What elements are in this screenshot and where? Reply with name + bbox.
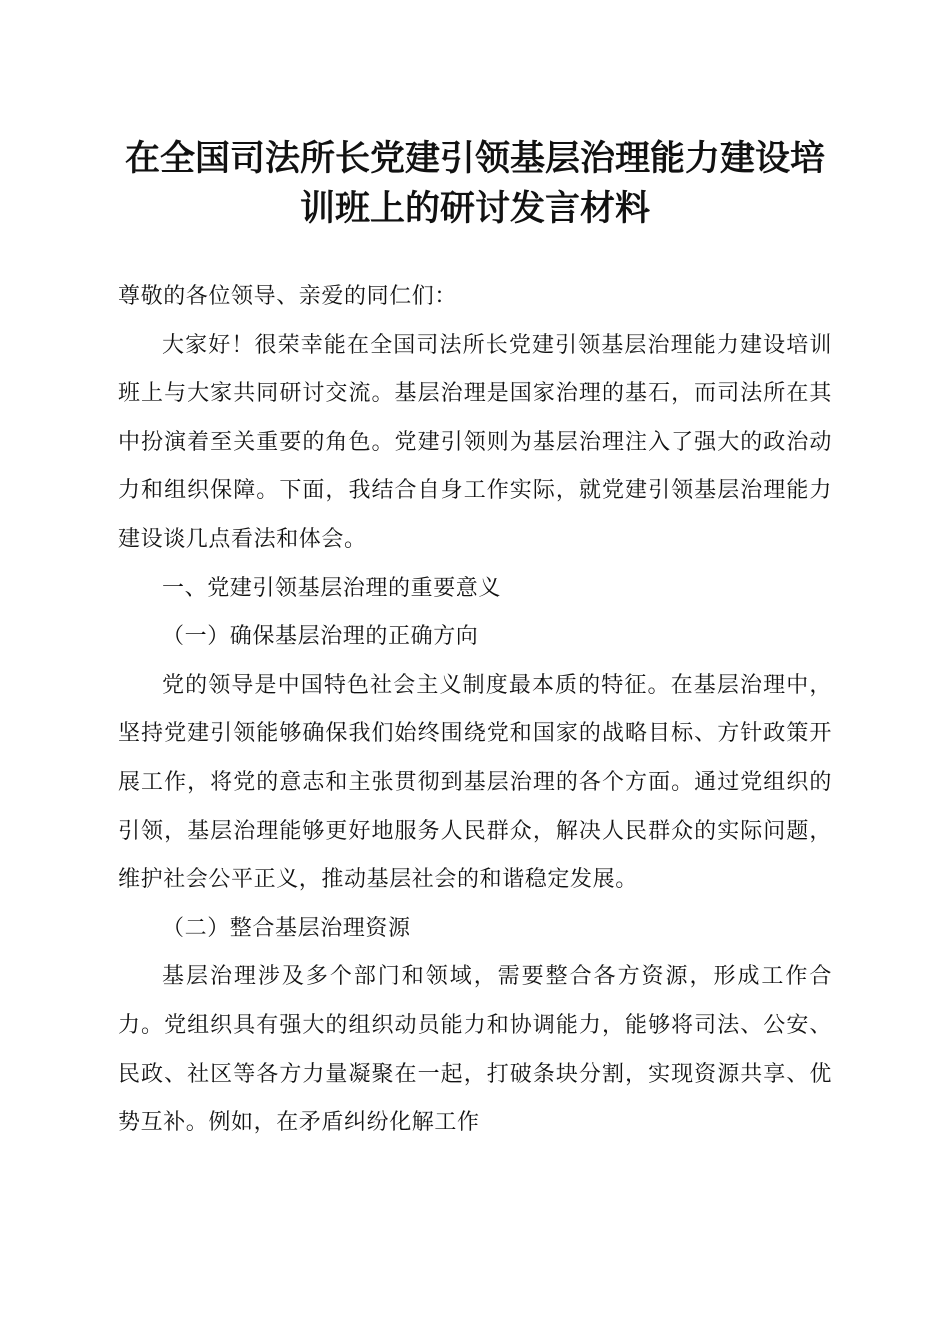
subsection-heading-2: （二）整合基层治理资源	[162, 915, 411, 941]
subsection-heading-1: （一）确保基层治理的正确方向	[162, 624, 479, 650]
section-heading-1: 一、党建引领基层治理的重要意义	[162, 575, 502, 601]
document-title: 在全国司法所长党建引领基层治理能力建设培训班上的研讨发言材料	[124, 138, 825, 229]
salutation: 尊敬的各位领导、亲爱的同仁们：	[118, 284, 458, 309]
subsection-paragraph-1: 党的领导是中国特色社会主义制度最本质的特征。在基层治理中，坚持党建引领能够确保我们始终围绕党和国家的战略目标、方针政策开展工作，将党的意志和主张贯彻到基层治理的各个方面。通过党组织的引领，基层治理能够更好地服务人民群众，解决人民群众的实际问题，维护社会公平正义，推动基层社会的和谐稳定发展。	[118, 672, 832, 893]
document-body	[118, 273, 832, 1148]
intro-paragraph: 大家好！很荣幸能在全国司法所长党建引领基层治理能力建设培训班上与大家共同研讨交流。基层治理是国家治理的基石，而司法所在其中扮演着至关重要的角色。党建引领则为基层治理注入了强大的政治动力和组织保障。下面，我结合自身工作实际，就党建引领基层治理能力建设谈几点看法和体会。	[118, 332, 832, 552]
subsection-paragraph-2: 基层治理涉及多个部门和领域，需要整合各方资源，形成工作合力。党组织具有强大的组织动员能力和协调能力，能够将司法、公安、民政、社区等各方力量凝聚在一起，打破条块分割，实现资源共享、优势互补。例如，在矛盾纠纷化解工作	[118, 964, 832, 1136]
